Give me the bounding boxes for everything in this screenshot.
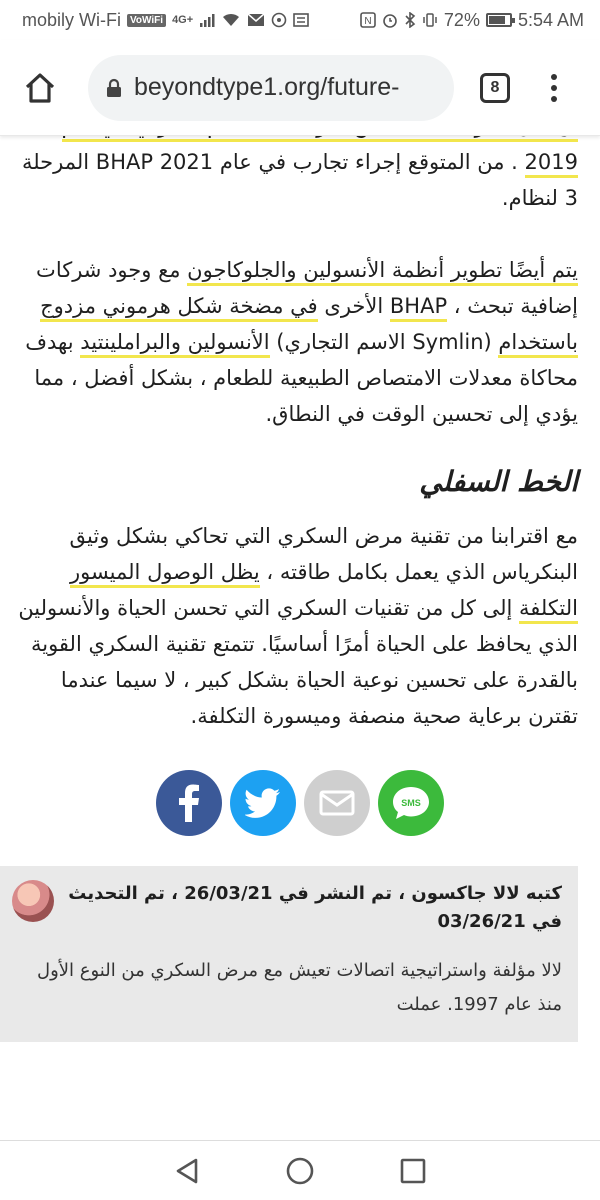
status-left	[22, 10, 309, 31]
menu-dot	[551, 85, 557, 91]
text-run: (Symlin الاسم التجاري)	[269, 330, 499, 354]
twitter-share-button[interactable]	[230, 770, 296, 836]
facebook-share-button[interactable]	[156, 770, 222, 836]
menu-dot	[551, 96, 557, 102]
battery-level	[489, 16, 505, 24]
section-heading: الخط السفلي	[419, 465, 578, 498]
address-bar[interactable]	[88, 55, 454, 121]
text-run: مع اقترابنا من تقنية مرض السكري التي تحاكي بشكل وثيق البنكرياس الذي يعمل بكامل طاقته ،	[69, 524, 578, 584]
recents-button[interactable]	[396, 1154, 430, 1188]
author-box	[0, 866, 578, 1042]
text-run: إلى كل من تقنيات السكري التي تحسن الحياة والأنسولين الذي يحافظ على الحياة أمرًا أساسيًا. تتمتع تقنية السكري القوية بالقدرة على تحسين نوعية الحياة بشكل كبير ، لا سيما عندما تقترن برعاية صحية منصفة وميسورة التكلفة.	[18, 596, 578, 728]
highlighted-text: في مضخة شكل هرموني مزدوج باستخدام	[40, 294, 578, 358]
home-nav-button[interactable]	[283, 1154, 317, 1188]
home-circle-icon	[285, 1156, 315, 1186]
sms-share-button[interactable]	[378, 770, 444, 836]
status-bar	[0, 0, 600, 40]
browser-toolbar	[0, 40, 600, 136]
battery-icon	[486, 13, 512, 27]
back-button[interactable]	[170, 1154, 204, 1188]
network-type: 4G+	[172, 14, 194, 26]
twitter-icon	[245, 788, 281, 818]
author-avatar	[12, 880, 54, 922]
menu-dot	[551, 74, 557, 80]
author-bio: لالا مؤلفة واستراتيجية اتصالات تعيش مع مرض السكري من النوع الأول منذ عام 1997. عملت	[37, 960, 562, 1015]
highlighted-text: BHAP	[390, 294, 447, 322]
text-run: بهدف محاكاة معدلات الامتصاص الطبيعية للطعام ، بشكل أفضل ، مما يؤدي إلى تحسين الوقت في النطاق.	[25, 330, 578, 426]
article-body	[0, 110, 600, 734]
share-buttons	[0, 770, 600, 836]
home-icon	[23, 72, 57, 104]
system-nav-bar	[0, 1140, 600, 1200]
highlighted-text: يتم أيضًا تطوير أنظمة الأنسولين والجلوكاجون	[187, 258, 578, 286]
mail-icon	[247, 13, 265, 27]
page-content	[0, 110, 600, 1150]
email-icon	[319, 790, 355, 816]
lock-icon	[106, 78, 122, 98]
clock: 5:54 AM	[517, 9, 584, 30]
sms-icon	[391, 785, 431, 821]
signal-icon	[199, 12, 215, 28]
highlighted-text: 2019	[525, 150, 578, 178]
vibrate-icon	[422, 12, 438, 28]
recents-square-icon	[400, 1158, 426, 1184]
home-button[interactable]	[14, 62, 66, 114]
text-run: الأخرى	[317, 294, 390, 318]
bluetooth-icon	[404, 12, 416, 28]
article-paragraph-3	[14, 518, 578, 734]
article-paragraph-2	[14, 252, 578, 432]
facebook-icon	[174, 784, 204, 822]
url-text: beyondtype1.org/future-	[134, 73, 400, 101]
email-share-button[interactable]	[304, 770, 370, 836]
news-icon	[293, 12, 309, 28]
whatsapp-icon	[271, 12, 287, 28]
alarm-icon	[382, 12, 398, 28]
status-right	[360, 10, 584, 31]
highlighted-text: يظل الوصول الميسور التكلفة	[70, 560, 578, 624]
overflow-menu-button[interactable]	[548, 74, 560, 102]
text-run: مع وجود شركات إضافية تبحث ،	[36, 258, 578, 318]
svg-text:N: N	[364, 16, 372, 27]
sms-label: SMS	[401, 798, 421, 808]
nfc-icon	[360, 12, 376, 28]
tab-switcher-button[interactable]: 8	[480, 73, 510, 103]
author-meta: كتبه لالا جاكسون ، تم النشر في 26/03/21 ، تم التحديث في 03/26/21	[68, 883, 562, 932]
volte-badge: VoWiFi	[127, 14, 166, 27]
wifi-icon	[221, 12, 241, 28]
text-run: . من المتوقع إجراء تجارب في عام BHAP 2021 المرحلة 3 لنظام.	[21, 150, 578, 210]
carrier-label: mobily Wi-Fi	[22, 9, 121, 30]
author-header	[12, 880, 562, 936]
battery-percent: 72%	[443, 9, 480, 30]
highlighted-text: الأنسولين والبراملينتيد	[80, 330, 269, 358]
back-triangle-icon	[174, 1157, 200, 1185]
